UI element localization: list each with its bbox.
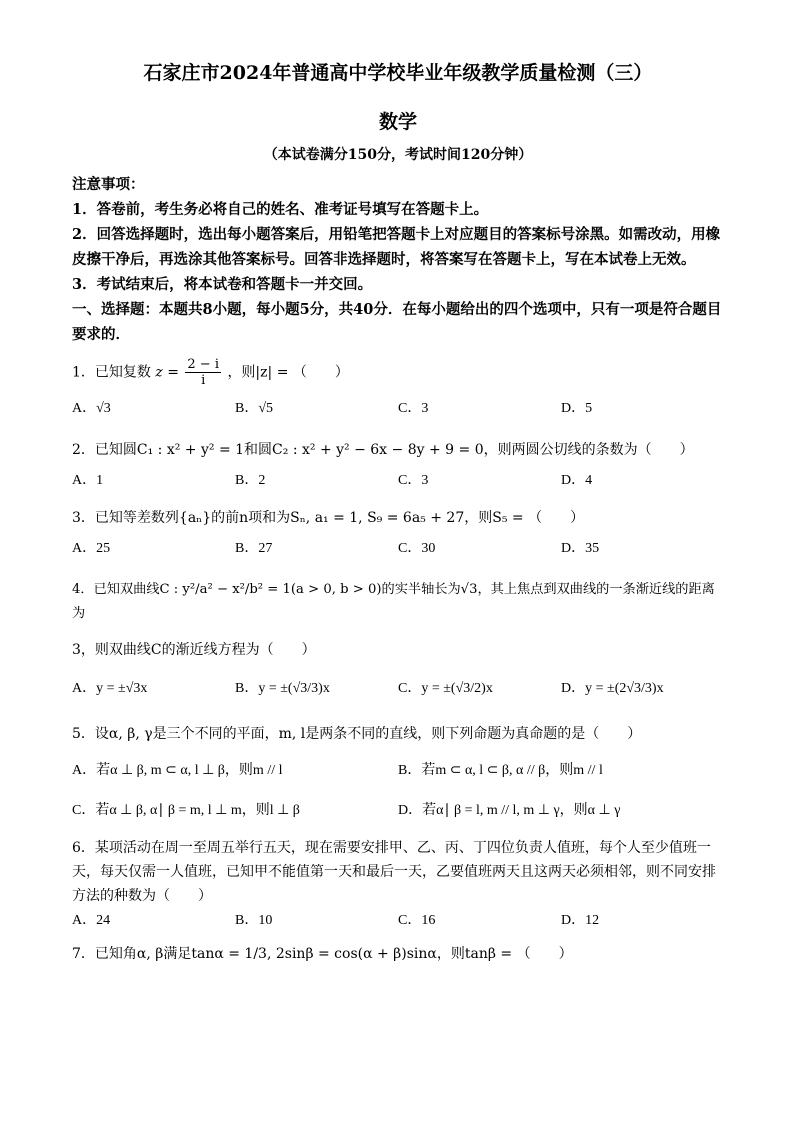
options-row — [72, 470, 724, 492]
question-stem: 1．已知复数 — [72, 364, 151, 381]
question-7: 7．已知角α, β满足tanα = 1/3, 2sinβ = cos(α + β)sinα，则tanβ = （ ） — [72, 946, 573, 962]
exam-page — [72, 60, 724, 966]
options-row — [72, 800, 724, 822]
options-row — [72, 760, 724, 782]
instruction-item: 1．答卷前，考生务必将自己的姓名、准考证号填写在答题卡上。 — [72, 201, 489, 218]
option-d: D．5 — [561, 401, 593, 416]
options-row — [72, 678, 724, 700]
option-d: D．35 — [561, 541, 600, 556]
question-2: 2．已知圆C₁ : x² + y² = 1和圆C₂ : x² + y² − 6x − 8y + 9 = 0，则两圆公切线的条数为（ ） — [72, 442, 694, 458]
option-b: B．√5 — [235, 401, 274, 416]
question-fraction: $\frac{2 - i}{i}$ — [187, 357, 219, 388]
option-b: B．y = ±(√3/3)x — [235, 681, 330, 696]
option-d: D．4 — [561, 473, 593, 488]
option-d: D．若α∣ β = l, m // l, m ⊥ γ，则α ⊥ γ — [398, 803, 621, 818]
options-row — [72, 398, 724, 420]
option-c: C．16 — [398, 913, 436, 928]
options-row — [72, 910, 724, 932]
option-a: A．25 — [72, 541, 111, 556]
options-row — [72, 538, 724, 560]
option-b: B．若m ⊂ α, l ⊂ β, α // β，则m // l — [398, 763, 603, 778]
instruction-item: 3．考试结束后，将本试卷和答题卡一并交回。 — [72, 276, 373, 293]
option-b: B．27 — [235, 541, 273, 556]
question-stem-suffix: ，则|z| = （ ） — [227, 364, 349, 381]
option-c: C．3 — [398, 473, 429, 488]
question-4-line2: 3，则双曲线C的渐近线方程为（ ） — [72, 642, 316, 658]
option-c: C．若α ⊥ β, α∣ β = m, l ⊥ m，则l ⊥ β — [72, 803, 300, 818]
option-a: A．1 — [72, 473, 104, 488]
exam-subject: 数学 — [378, 111, 417, 133]
question-z-label: z = — [155, 364, 179, 381]
option-d: D．y = ±(2√3/3)x — [561, 681, 664, 696]
option-a: A．若α ⊥ β, m ⊂ α, l ⊥ β，则m // l — [72, 763, 283, 778]
option-b: B．10 — [235, 913, 273, 928]
option-c: C．y = ±(√3/2)x — [398, 681, 493, 696]
question-1 — [72, 357, 724, 388]
instructions-heading: 注意事项： — [72, 176, 145, 193]
option-b: B．2 — [235, 473, 266, 488]
option-c: C．3 — [398, 401, 429, 416]
instruction-item: 2．回答选择题时，选出每小题答案后，用铅笔把答题卡上对应题目的答案标号涂黑。如需改动，用橡皮擦干净后，再选涂其他答案标号。回答非选择题时，将答案写在答题卡上，写在本试卷上无效。 — [72, 226, 721, 268]
question-4: 4．已知双曲线C : y²/a² − x²/b² = 1(a > 0, b > 0)的实半轴长为√3，其上焦点到双曲线的一条渐近线的距离为 — [72, 582, 715, 621]
section-heading: 一、选择题：本题共8小题，每小题5分，共40分．在每小题给出的四个选项中，只有一项是符合题目要求的． — [72, 301, 722, 343]
question-3: 3．已知等差数列{aₙ}的前n项和为Sₙ, a₁ = 1, S₉ = 6a₅ + 27，则S₅ = （ ） — [72, 510, 585, 526]
question-5: 5．设α, β, γ是三个不同的平面，m, l是两条不同的直线，则下列命题为真命题的是（ ） — [72, 726, 642, 742]
exam-title: 石家庄市2024年普通高中学校毕业年级教学质量检测（三） — [143, 62, 653, 84]
exam-note: （本试卷满分150分，考试时间120分钟） — [263, 147, 533, 163]
option-a: A．√3 — [72, 401, 111, 416]
option-c: C．30 — [398, 541, 436, 556]
option-d: D．12 — [561, 913, 600, 928]
option-a: A．24 — [72, 913, 111, 928]
question-6: 6．某项活动在周一至周五举行五天，现在需要安排甲、乙、丙、丁四位负责人值班，每个人至少值班一天，每天仅需一人值班，已知甲不能值第一天和最后一天，乙要值班两天且这两天必须相邻，则不同安排方法的种数为（ ） — [72, 840, 716, 904]
option-a: A．y = ±√3x — [72, 681, 148, 696]
